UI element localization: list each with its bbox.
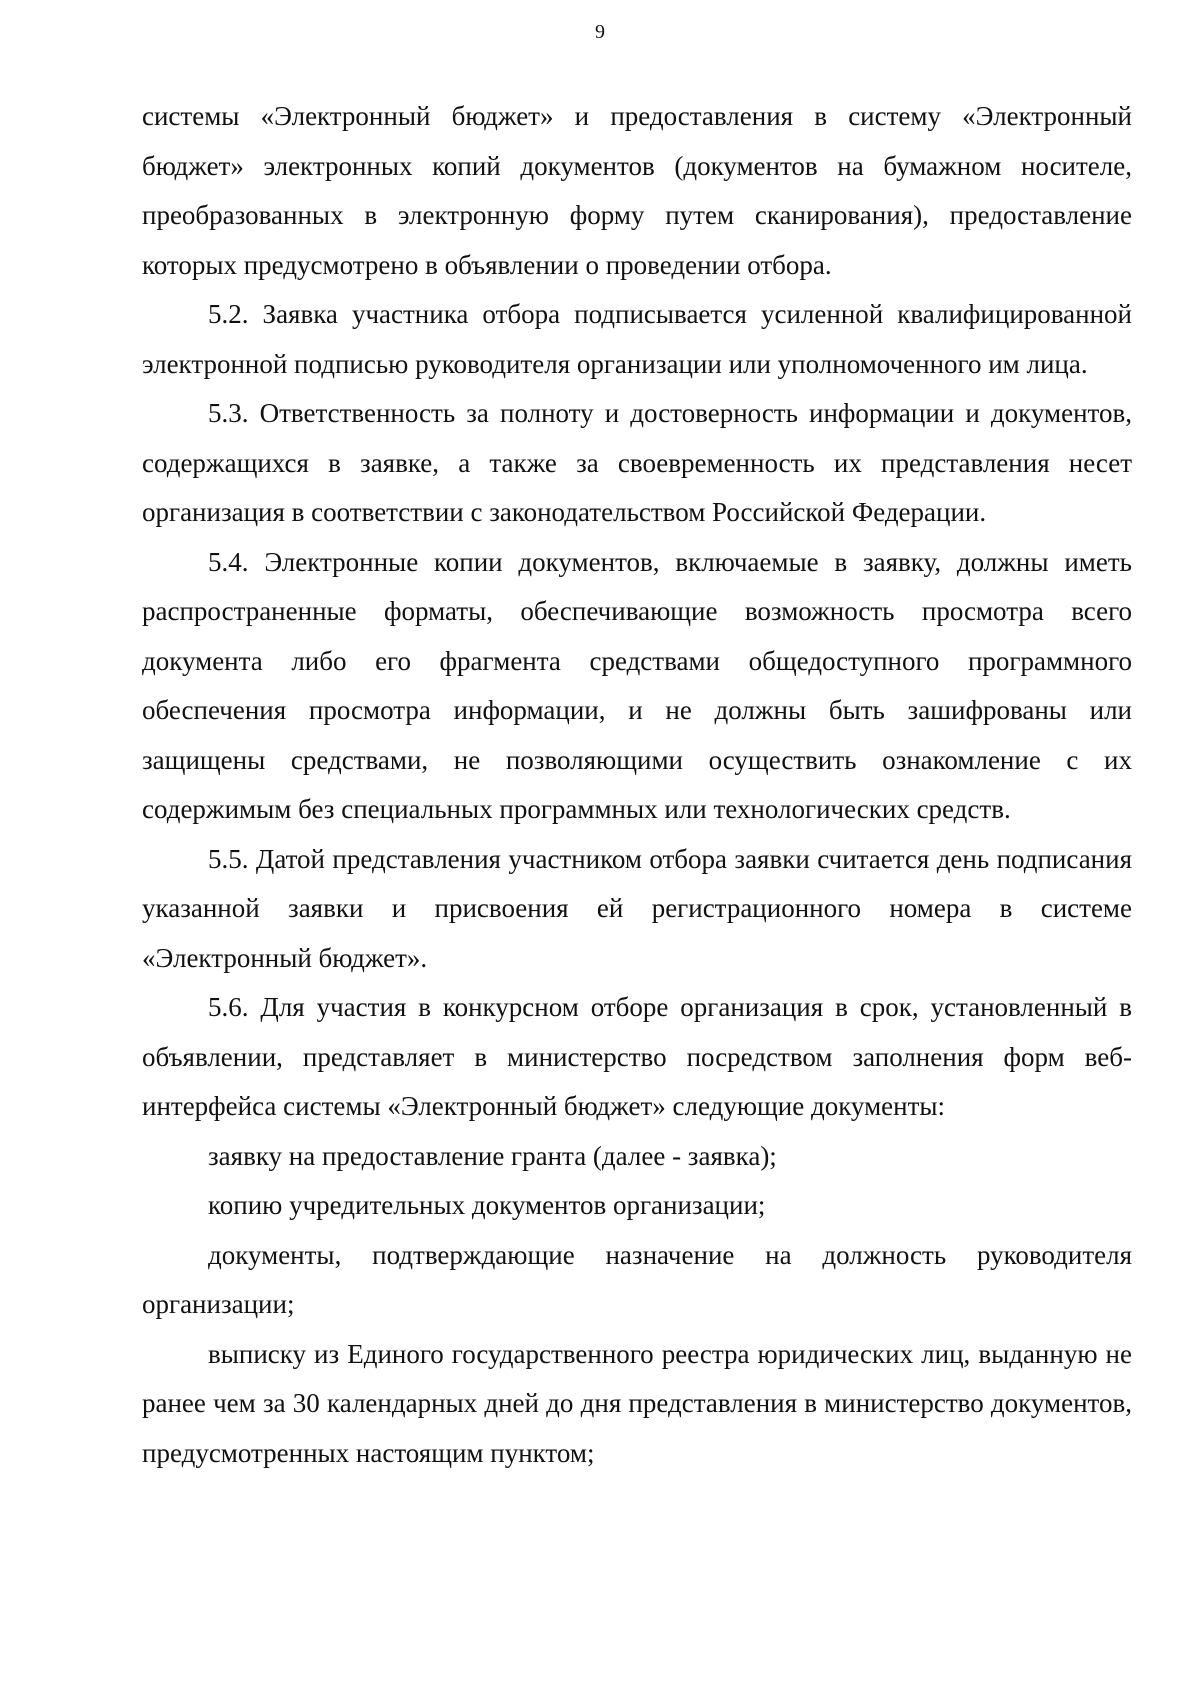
paragraph-continuation: системы «Электронный бюджет» и предоставления в систему «Электронный бюджет» электронных копий документов (документов на бумажном носителе, преобразованных в электронную форму путем сканирования), предоставление которых предусмотрено в объявлении о проведении отбора. [142, 101, 1132, 280]
document-body [142, 92, 1132, 1478]
page-number: 9 [595, 21, 605, 43]
paragraph-5-5: 5.5. Датой представления участником отбора заявки считается день подписания указанной заявки и присвоения ей регистрационного номера в системе «Электронный бюджет». [142, 843, 1132, 973]
list-item-grant-application: заявку на предоставление гранта (далее - заявка); [208, 1140, 777, 1171]
paragraph-5-6: 5.6. Для участия в конкурсном отборе организация в срок, установленный в объявлении, представляет в министерство посредством заполнения форм веб-интерфейса системы «Электронный бюджет» следующие документы: [142, 992, 1132, 1121]
list-item-director-appointment: документы, подтверждающие назначение на должность руководителя организации; [142, 1239, 1132, 1319]
list-item-founding-documents: копию учредительных документов организации; [208, 1190, 766, 1220]
paragraph-5-4: 5.4. Электронные копии документов, включаемые в заявку, должны иметь распространенные форматы, обеспечивающие возможность просмотра всего документа либо его фрагмента средствами общедоступного программного обеспечения просмотра информации, и не должны быть зашифрованы или защищены средствами, не позволяющими осуществить ознакомление с их содержимым без специальных программных или технологических средств. [142, 546, 1132, 824]
paragraph-5-3: 5.3. Ответственность за полноту и достоверность информации и документов, содержащихся в заявке, а также за своевременность их представления несет организация в соответствии с законодательством Российской Федерации. [142, 398, 1132, 527]
list-item-registry-extract: выписку из Единого государственного реестра юридических лиц, выданную не ранее чем за 30 календарных дней до дня представления в министерство документов, предусмотренных настоящим пунктом; [142, 1338, 1132, 1468]
paragraph-5-2: 5.2. Заявка участника отбора подписывается усиленной квалифицированной электронной подписью руководителя организации или уполномоченного им лица. [142, 299, 1132, 379]
